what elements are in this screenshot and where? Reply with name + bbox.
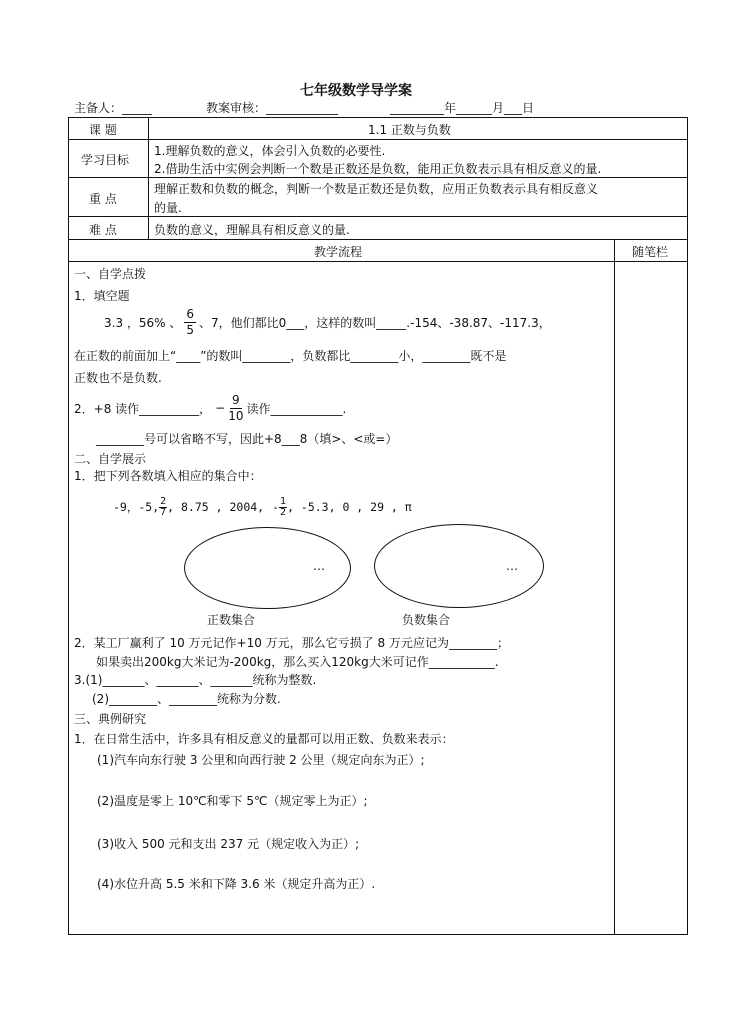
key-label: 重 点	[89, 192, 117, 206]
reviewer-field: 教案审核：____________	[206, 101, 339, 115]
s3-item-2: (2)温度是零上 10℃和零下 5℃（规定零上为正）;	[97, 794, 368, 808]
positive-set-oval	[184, 527, 351, 609]
numbers-line	[113, 490, 412, 524]
frac-denominator: 2	[280, 506, 287, 518]
q2-text-b: 读作____________.	[246, 401, 347, 416]
s3-item-4: (4)水位升高 5.5 米和下降 3.6 米（规定升高为正）.	[97, 877, 376, 891]
q1-text-b: 、7，他们都比0___，这样的数叫_____.-154、-38.87、-117.3，	[199, 315, 551, 330]
q2-text-a: 2．+8 读作__________，	[74, 401, 212, 416]
topic-value: 1.1 正数与负数	[368, 123, 451, 137]
q1-line-3: 正数也不是负数.	[74, 371, 162, 385]
negative-set-dots: …	[506, 559, 518, 573]
goals-label: 学习目标	[81, 153, 130, 167]
frac-numerator: 1	[280, 495, 287, 507]
q1-title: 1．填空题	[74, 289, 130, 303]
positive-set-dots: …	[313, 559, 325, 573]
process-header: 教学流程	[314, 245, 363, 259]
section-3-heading: 三、典例研究	[74, 712, 147, 726]
s3-item-3: (3)收入 500 元和支出 237 元（规定收入为正）;	[97, 837, 360, 851]
s2-q3-line-2: (2)________、________统称为分数.	[92, 692, 281, 706]
topic-label: 课 题	[89, 123, 117, 137]
q1-text-a: 3.3 ，56% 、	[104, 315, 182, 330]
nums-b: , 8.75 , 2004,	[167, 500, 265, 514]
nums-minus: -	[272, 500, 280, 514]
q2-line-2: ________号可以省略不写，因此+8___8（填>、<或=）	[96, 432, 398, 446]
s2-q2-line-1: 2．某工厂赢利了 10 万元记作+10 万元，那么它亏损了 8 万元应记为________；	[74, 636, 509, 650]
frac-denominator: 5	[186, 322, 195, 337]
fraction-one-half	[279, 497, 287, 518]
s2-q2-line-2: 如果卖出200kg大米记为-200kg，那么买入120kg大米可记作___________.	[96, 655, 499, 669]
page-title: 七年级数学导学案	[300, 83, 412, 99]
section-2-heading: 二、自学展示	[74, 452, 147, 466]
s2-q1: 1．把下列各数填入相应的集合中：	[74, 469, 262, 483]
date-field: _________年______月___日	[390, 101, 535, 115]
goal-2: 2.借助生活中实例会判断一个数是正数还是负数，能用正负数表示具有相反意义的量.	[154, 162, 602, 176]
fraction-nine-tenths	[228, 393, 243, 424]
negative-set-oval	[374, 524, 544, 608]
s3-item-1: (1)汽车向东行驶 3 公里和向西行驶 2 公里（规定向东为正）;	[97, 753, 425, 767]
key-line-1: 理解正数和负数的概念，判断一个数是正数还是负数，应用正负数表示具有相反意义	[154, 182, 599, 196]
q2-minus: −	[215, 401, 226, 415]
fraction-two-sevenths	[159, 497, 167, 518]
positive-set-label: 正数集合	[207, 613, 256, 627]
frac-numerator: 6	[186, 306, 195, 321]
frac-numerator: 9	[232, 392, 240, 407]
difficult-label: 难 点	[89, 223, 117, 237]
frac-numerator: 2	[160, 495, 167, 507]
frac-denominator: 7	[160, 506, 167, 518]
notes-header: 随笔栏	[632, 245, 669, 259]
q1-line-1	[104, 302, 551, 342]
nums-c: , -5.3, 0 , 29 , π	[287, 500, 412, 514]
difficult-value: 负数的意义，理解具有相反意义的量.	[154, 223, 350, 237]
nums-a: -9，-5,	[113, 500, 160, 514]
q1-line-2: 在正数的前面加上“____”的数叫________，负数都比________小，________既不是	[74, 349, 507, 363]
frac-denominator: 10	[228, 408, 244, 423]
key-line-2: 的量.	[154, 201, 182, 215]
goal-1: 1.理解负数的意义，体会引入负数的必要性.	[154, 144, 386, 158]
fraction-six-fifths	[184, 307, 196, 338]
q2-line	[74, 388, 346, 428]
negative-set-label: 负数集合	[402, 613, 451, 627]
s3-q1: 1．在日常生活中，许多具有相反意义的量都可以用正数、负数来表示：	[74, 732, 454, 746]
section-1-heading: 一、自学点拨	[74, 267, 147, 281]
s2-q3-line-1: 3.(1)_______、_______、_______统称为整数.	[74, 673, 317, 687]
preparer-field: 主备人：_____	[74, 101, 153, 115]
